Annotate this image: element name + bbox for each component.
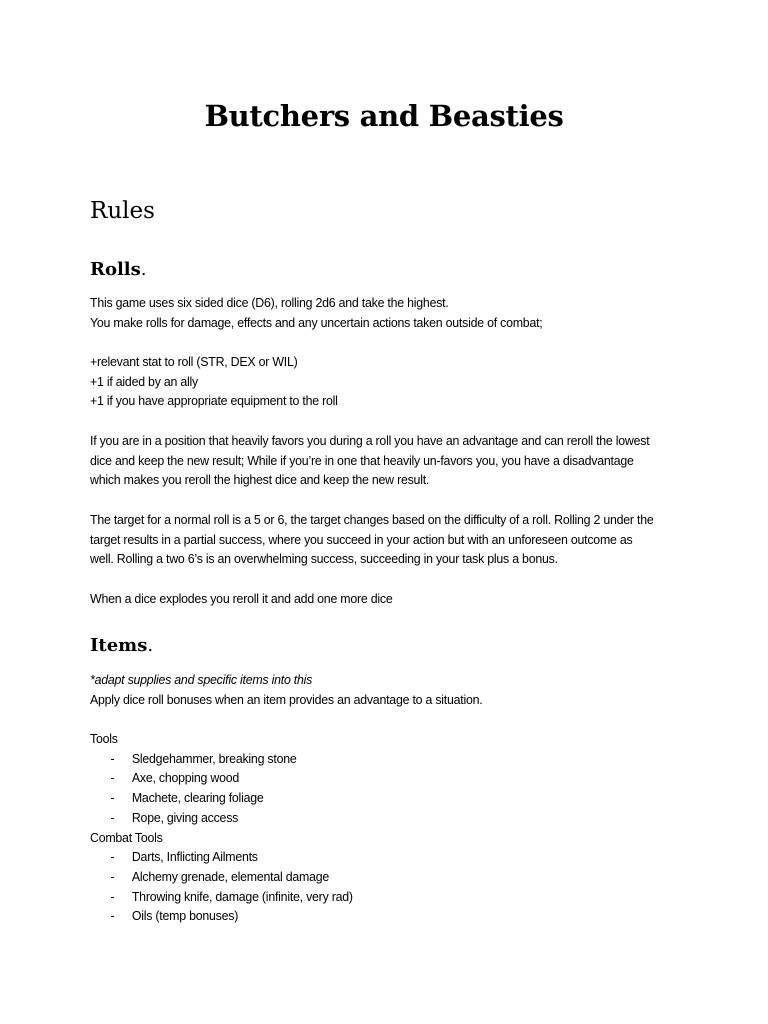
advantage-paragraph bbox=[90, 431, 685, 490]
section-heading-rules: Rules bbox=[90, 198, 155, 224]
bullet-dash: - bbox=[110, 908, 115, 924]
roll-modifier-line: +relevant stat to roll (STR, DEX or WIL) bbox=[90, 354, 298, 369]
explode-line: When a dice explodes you reroll it and add one more dice bbox=[90, 591, 393, 606]
bullet-dash: - bbox=[110, 849, 115, 865]
items-note: *adapt supplies and specific items into this bbox=[90, 672, 313, 687]
list-item-text: Sledgehammer, breaking stone bbox=[131, 750, 297, 766]
list-item-text: Rope, giving access bbox=[131, 809, 239, 825]
target-line: well. Rolling a two 6’s is an overwhelming success, succeeding in your task plus a bonus. bbox=[90, 551, 558, 567]
bullet-dash: - bbox=[110, 790, 115, 806]
bullet-dash: - bbox=[110, 770, 115, 786]
roll-modifier-line: +1 if you have appropriate equipment to the roll bbox=[90, 393, 338, 409]
target-line: The target for a normal roll is a 5 or 6, the target changes based on the difficulty of a roll. Rolling 2 under the bbox=[90, 512, 654, 527]
items-intro-line: Apply dice roll bonuses when an item provides an advantage to a situation. bbox=[90, 691, 483, 707]
advantage-line: If you are in a position that heavily favors you during a roll you have an advantage and can reroll the lowest bbox=[90, 433, 650, 448]
rolls-heading-period: . bbox=[140, 259, 147, 280]
subsection-heading-rolls bbox=[90, 256, 147, 284]
document-page bbox=[90, 0, 690, 1024]
list-item-text: Machete, clearing foliage bbox=[131, 790, 264, 806]
explode-paragraph bbox=[90, 589, 648, 609]
advantage-line: dice and keep the new result; While if you’re in one that heavily un-favors you, you have a disadvantage bbox=[90, 452, 634, 468]
list-item-text: Alchemy grenade, elemental damage bbox=[131, 868, 330, 884]
tools-list-label: Tools bbox=[90, 731, 118, 746]
rolls-intro-paragraph bbox=[90, 293, 648, 332]
document-title: Butchers and Beasties bbox=[204, 99, 564, 133]
bullet-dash: - bbox=[110, 868, 115, 884]
bullet-dash: - bbox=[110, 809, 115, 825]
list-item bbox=[90, 749, 648, 769]
rolls-intro-line: This game uses six sided dice (D6), rolling 2d6 and take the highest. bbox=[90, 295, 449, 310]
list-item bbox=[90, 768, 648, 788]
advantage-line: which makes you reroll the highest dice and keep the new result. bbox=[90, 472, 430, 488]
list-item-text: Oils (temp bonuses) bbox=[131, 908, 239, 924]
list-item bbox=[90, 867, 648, 887]
list-item-text: Darts, Inflicting Ailments bbox=[131, 849, 258, 865]
roll-modifier-line: +1 if aided by an ally bbox=[90, 373, 198, 389]
items-heading-label: Items bbox=[90, 635, 148, 656]
items-heading-period: . bbox=[147, 635, 154, 656]
list-item bbox=[90, 906, 648, 926]
target-line: target results in a partial success, where you succeed in your action but with an unforeseen outcome as bbox=[90, 531, 633, 547]
combat-tools-list-label: Combat Tools bbox=[90, 829, 163, 845]
roll-modifiers-list bbox=[90, 352, 648, 411]
bullet-dash: - bbox=[110, 888, 115, 904]
items-lists bbox=[90, 729, 648, 926]
list-item bbox=[90, 887, 648, 907]
list-item bbox=[90, 808, 648, 828]
bullet-dash: - bbox=[110, 750, 115, 766]
list-item-text: Throwing knife, damage (infinite, very rad) bbox=[131, 888, 353, 904]
rolls-heading-label: Rolls bbox=[90, 259, 141, 280]
items-intro-paragraph bbox=[90, 670, 648, 709]
subsection-heading-items bbox=[90, 632, 153, 660]
target-paragraph bbox=[90, 510, 685, 569]
list-item bbox=[90, 847, 648, 867]
list-item bbox=[90, 788, 648, 808]
list-item-text: Axe, chopping wood bbox=[131, 770, 240, 786]
rolls-intro-line: You make rolls for damage, effects and any uncertain actions taken outside of combat; bbox=[90, 314, 543, 330]
